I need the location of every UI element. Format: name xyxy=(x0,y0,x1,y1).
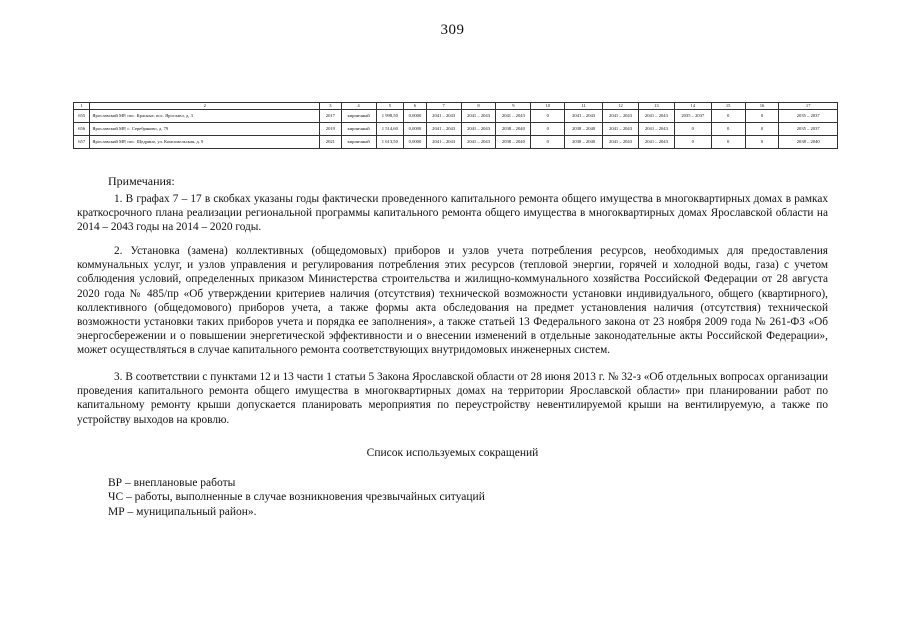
table-cell: 0 xyxy=(711,136,745,149)
table-cell: 2041 – 2043 xyxy=(426,136,461,149)
table-cell: 1 514,60 xyxy=(376,123,404,136)
table-cell: 0 xyxy=(711,110,745,123)
table-cell: 2041 – 2043 xyxy=(461,110,496,123)
table-cell: 0 xyxy=(745,110,779,123)
page-number: 309 xyxy=(440,22,465,38)
table-row xyxy=(74,136,838,149)
table-header-cell: 15 xyxy=(711,103,745,110)
table-cell: 2041 – 2043 xyxy=(603,136,639,149)
table-cell: Ярославский МР, пос. Щедрино, ул. Комсомольская, д. 9 xyxy=(90,136,320,149)
table-cell: 2019 xyxy=(320,123,342,136)
table-header-cell: 12 xyxy=(603,103,639,110)
table-cell: 2035 – 2037 xyxy=(674,110,711,123)
table-cell: 2041 – 2043 xyxy=(426,110,461,123)
note-paragraph-1: 1. В графах 7 – 17 в скобках указаны годы фактически проведенного капитального ремонта общего имущества в многоквартирных домах в рамках краткосрочного плана реализации региональной программы капитального ремонта общего имущества в многоквартирных домах Ярославской области на 2014 – 2043 годы на 2014 – 2020 годы. xyxy=(77,193,828,234)
table-cell: 0 xyxy=(711,123,745,136)
note-paragraph-2: 2. Установка (замена) коллективных (общедомовых) приборов и узлов учета потребления ресурсов, необходимых для предоставления коммунальных услуг, и узлов управления и регулирования потребления этих ресурсов (тепловой энергии, горячей и холодной воды, газа) с учетом соблюдения условий, определенных приказом Министерства строительства и жилищно-коммунального хозяйства Российской Федерации от 28 августа 2020 года № 485/пр «Об утверждении критериев наличия (отсутствия) технической возможности установки индивидуального, общего (квартирного), коллективного (общедомового) приборов учета, а также формы акта обследования на предмет установления наличия (отсутствия) технической возможности установки таких приборов учета и порядка ее заполнения», а также статьей 13 Федерального закона от 23 ноября 2009 года № 261-ФЗ «Об энергосбережении и о повышении энергетической эффективности и о внесении изменений в отдельные законодательные акты Российской Федерации», может осуществляться в случае капитального ремонта соответствующих внутридомовых инженерных систем. xyxy=(77,245,828,357)
table-cell: 2041 – 2043 xyxy=(461,123,496,136)
abbreviation-item: ВР – внеплановые работы xyxy=(108,477,236,489)
table-cell: 2041 – 2043 xyxy=(638,123,674,136)
table-cell: 1 613,50 xyxy=(376,136,404,149)
table-cell: 657 xyxy=(74,136,90,149)
abbreviation-item: ЧС – работы, выполненные в случае возникновения чрезвычайных ситуаций xyxy=(108,491,485,503)
table-cell: 2038 – 2040 xyxy=(496,136,531,149)
table-cell: Ярославский МР, с. Серебряково, д. 79 xyxy=(90,123,320,136)
table-cell: 0 xyxy=(531,110,565,123)
table-cell: 656 xyxy=(74,123,90,136)
table-cell: 0 xyxy=(531,136,565,149)
table-cell: 2041 – 2043 xyxy=(603,123,639,136)
table-cell: 2041 – 2043 xyxy=(603,110,639,123)
table-cell: кирпичный xyxy=(341,123,376,136)
table-header-cell: 4 xyxy=(341,103,376,110)
table-cell: кирпичный xyxy=(341,110,376,123)
table-cell: 0 xyxy=(531,123,565,136)
table-cell: 2038 – 2040 xyxy=(565,136,603,149)
table-cell: 0,0000 xyxy=(404,110,427,123)
table-header-cell: 17 xyxy=(779,103,838,110)
abbreviations-title: Список используемых сокращений xyxy=(366,447,539,459)
table-header-cell: 6 xyxy=(404,103,427,110)
table-cell: 0 xyxy=(674,123,711,136)
table-cell: 2041 – 2043 xyxy=(565,110,603,123)
table-cell: 0 xyxy=(674,136,711,149)
table-cell: 0,0000 xyxy=(404,123,427,136)
table-header-cell: 16 xyxy=(745,103,779,110)
table-header-cell: 5 xyxy=(376,103,404,110)
table-header-cell: 3 xyxy=(320,103,342,110)
table-cell: 2021 xyxy=(320,136,342,149)
table-cell: 2038 – 2040 xyxy=(496,123,531,136)
table-cell: 2035 – 2037 xyxy=(779,110,838,123)
table-cell: кирпичный xyxy=(341,136,376,149)
table-cell: 2041 – 2043 xyxy=(426,123,461,136)
table-header-row xyxy=(74,103,838,110)
table-header-cell: 11 xyxy=(565,103,603,110)
table-cell: 655 xyxy=(74,110,90,123)
abbreviation-item: МР – муниципальный район». xyxy=(108,506,257,518)
data-table xyxy=(73,102,838,149)
table-cell: 2041 – 2043 xyxy=(638,136,674,149)
table-row xyxy=(74,123,838,136)
table-header-cell: 8 xyxy=(461,103,496,110)
table-header-cell: 9 xyxy=(496,103,531,110)
table-cell: 2017 xyxy=(320,110,342,123)
table-header-cell: 2 xyxy=(90,103,320,110)
table-cell: 0 xyxy=(745,136,779,149)
table-cell: 2041 – 2043 xyxy=(461,136,496,149)
table-cell: 2041 – 2043 xyxy=(496,110,531,123)
table-cell: 2038 – 2040 xyxy=(565,123,603,136)
note-paragraph-3: 3. В соответствии с пунктами 12 и 13 части 1 статьи 5 Закона Ярославской области от 28 июня 2013 г. № 32-з «Об отдельных вопросах организации проведения капитального ремонта общего имущества в многоквартирных домах на территории Ярославской области» при планировании работ по капитальному ремонту крыши допускается планировать мероприятия по переустройству невентилируемой крыши на вентилируемую, а также по устройству выходов на кровлю. xyxy=(77,371,828,426)
table-header-cell: 1 xyxy=(74,103,90,110)
table-cell: 0 xyxy=(745,123,779,136)
table-cell: 1 998,50 xyxy=(376,110,404,123)
table-cell: 2035 – 2037 xyxy=(779,123,838,136)
table-header-cell: 10 xyxy=(531,103,565,110)
table-cell: 2038 – 2040 xyxy=(779,136,838,149)
table-header-cell: 14 xyxy=(674,103,711,110)
table-cell: Ярославский МР, пос. Красные, пос. Ярославл, д. 3 xyxy=(90,110,320,123)
table-header-cell: 7 xyxy=(426,103,461,110)
notes-title: Примечания: xyxy=(108,174,175,188)
table-cell: 0,0000 xyxy=(404,136,427,149)
table-row xyxy=(74,110,838,123)
table-cell: 2041 – 2043 xyxy=(638,110,674,123)
table-header-cell: 13 xyxy=(638,103,674,110)
